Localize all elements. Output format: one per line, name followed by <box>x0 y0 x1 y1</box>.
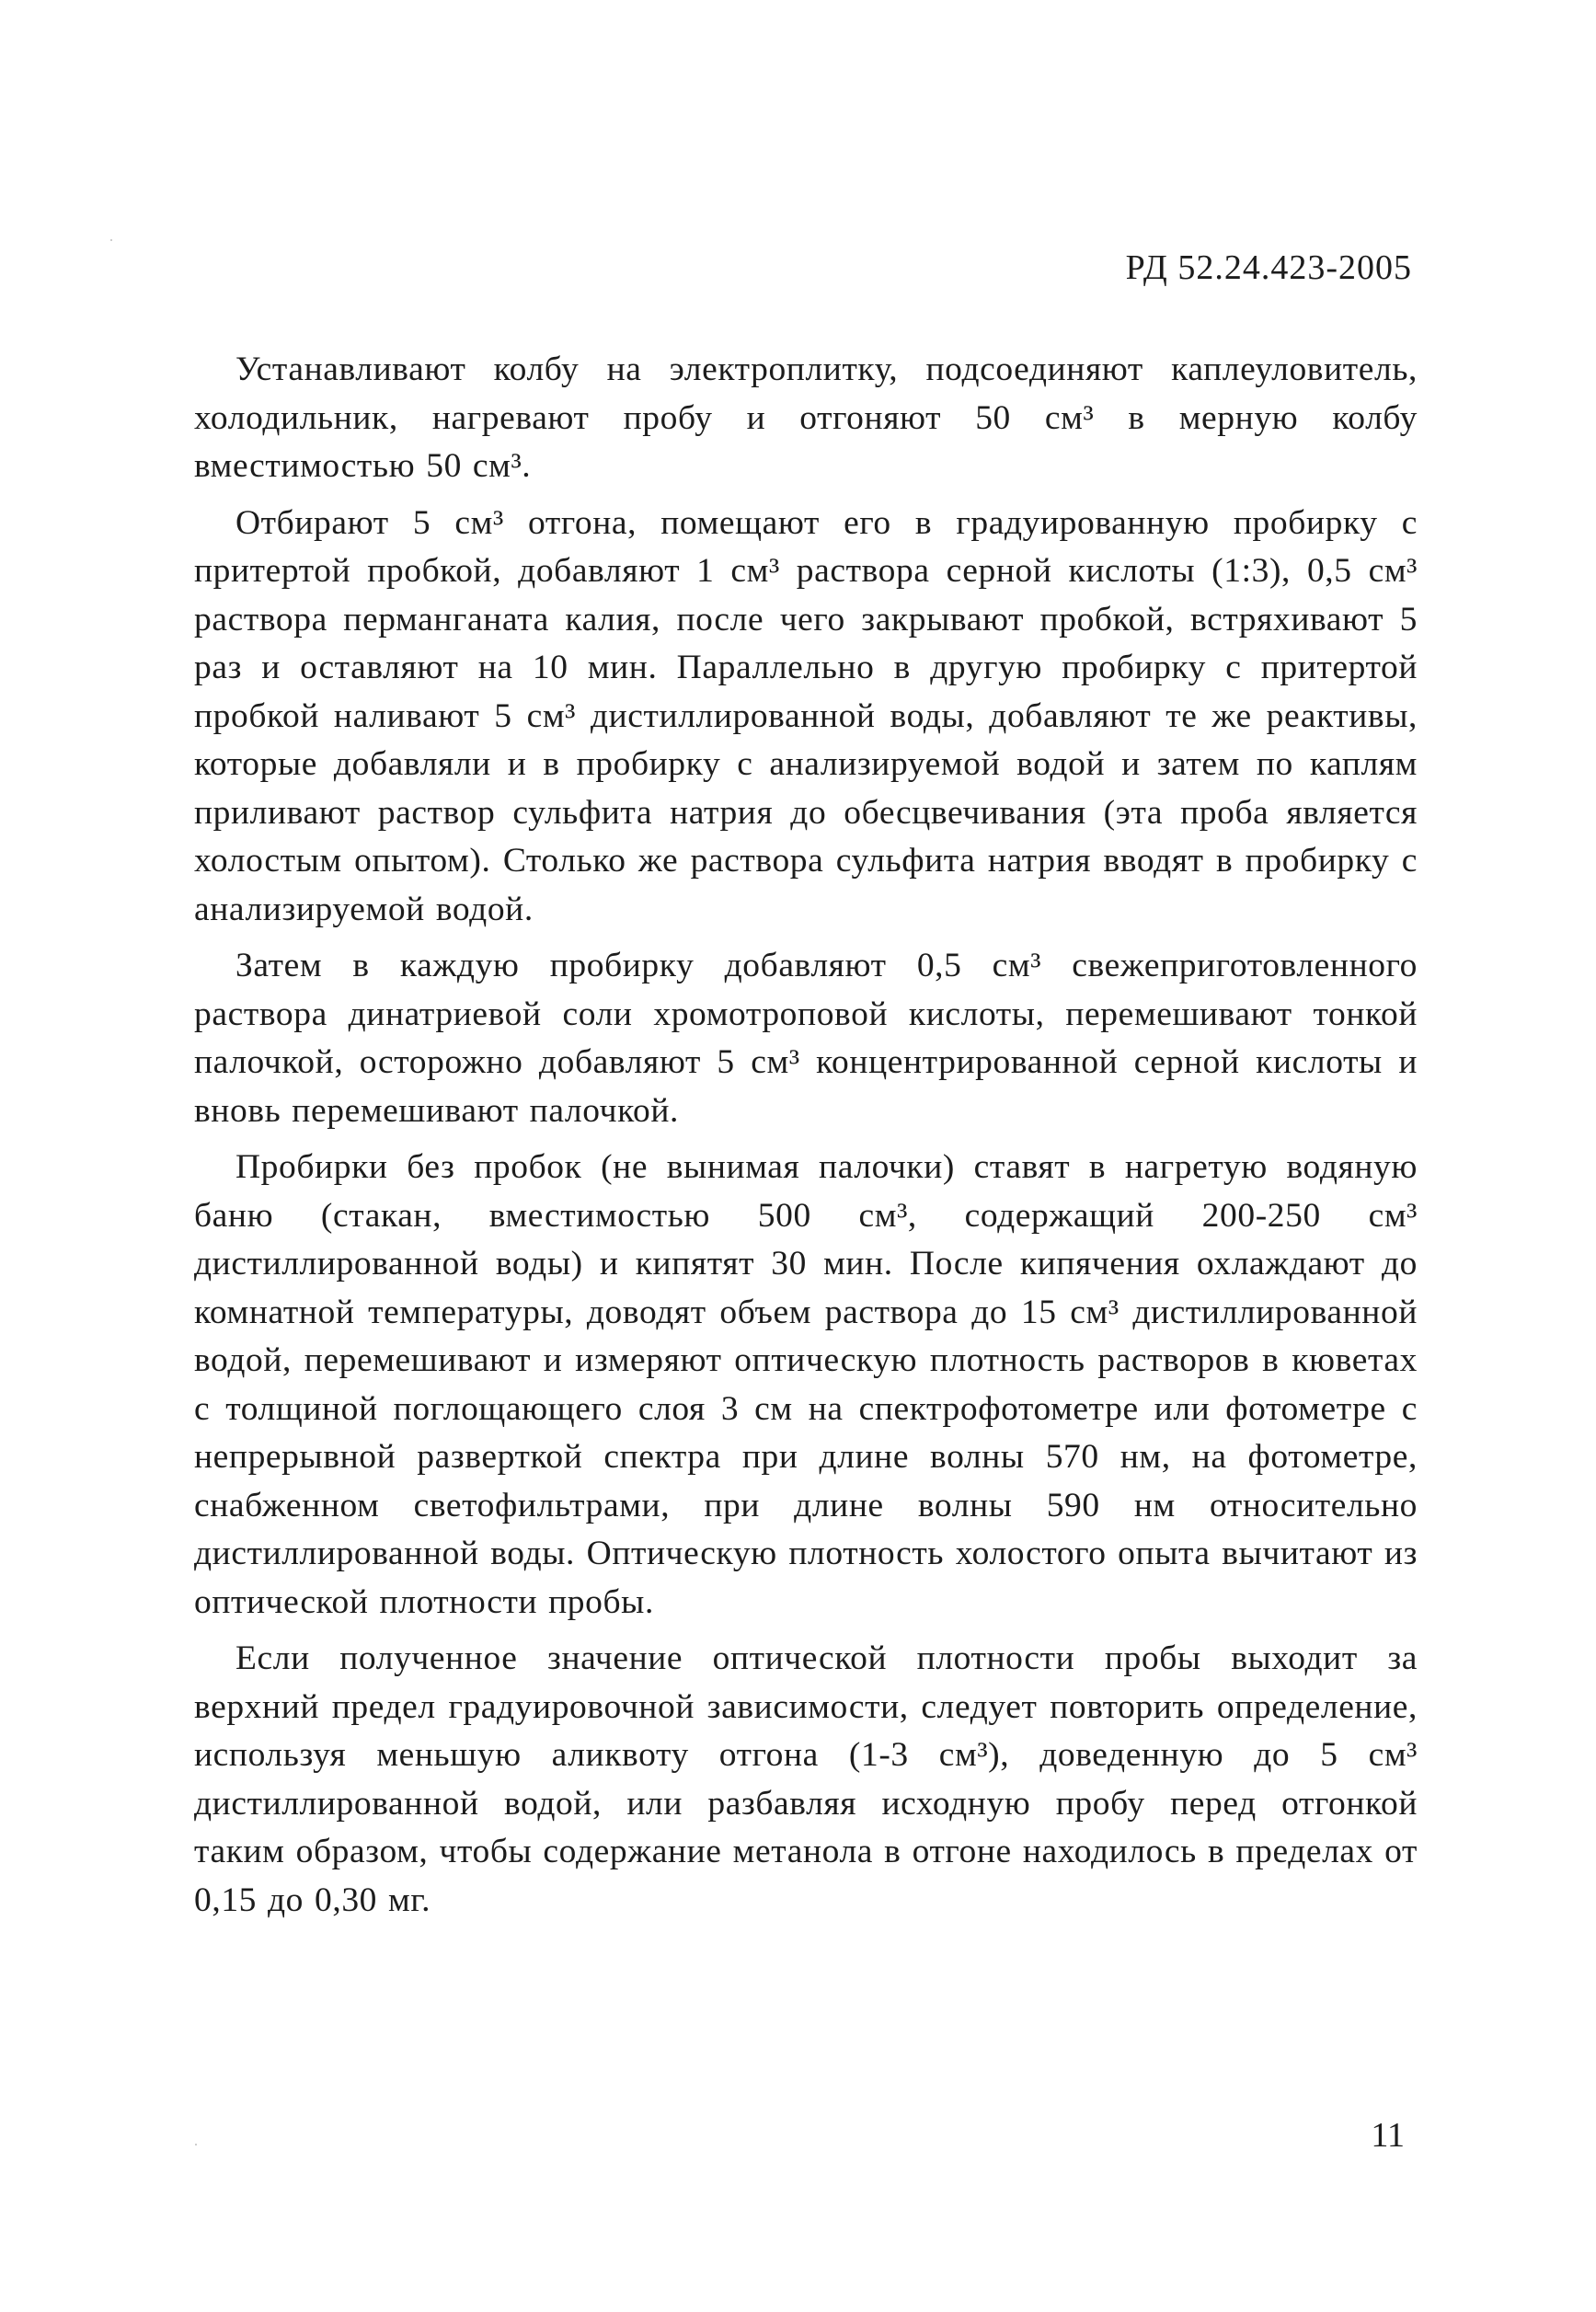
body-text <box>194 346 1418 1933</box>
paragraph-dilution: Если полученное значение оптической плотности пробы выходит за верхний предел градуировочной зависимости, следует повторить определение, используя меньшую аликвоту отгона (1-3 см³), доведенную до 5 см³ дистиллированной водой, или разбавляя исходную пробу перед отгонкой таким образом, чтобы содержание метанола в отгоне находилось в пределах от 0,15 до 0,30 мг. <box>194 1639 1418 1919</box>
paragraph-heating-measurement: Пробирки без пробок (не вынимая палочки) ставят в нагретую водяную баню (стакан, вместимостью 500 см³, содержащий 200-250 см³ дистиллированной воды) и кипятят 30 мин. После кипячения охлаждают до комнатной температуры, доводят объем раствора до 15 см³ дистиллированной водой, перемешивают и измеряют оптическую плотность растворов в кюветах с толщиной поглощающего слоя 3 см на спектрофотометре или фотометре с непрерывной разверткой спектра при длине волны 570 нм, на фотометре, снабженном светофильтрами, при длине волны 590 нм относительно дистиллированной воды. Оптическую плотность холостого опыта вычитают из оптической плотности пробы. <box>194 1148 1418 1621</box>
paragraph-oxidation: Отбирают 5 см³ отгона, помещают его в градуированную пробирку с притертой пробкой, добавляют 1 см³ раствора серной кислоты (1:3), 0,5 см³ раствора перманганата калия, после чего закрывают пробкой, встряхивают 5 раз и оставляют на 10 мин. Параллельно в другую пробирку с притертой пробкой наливают 5 см³ дистиллированной воды, добавляют те же реактивы, которые добавляли и в пробирку с анализируемой водой и затем по каплям приливают раствор сульфита натрия до обесцвечивания (эта проба является холостым опытом). Столько же раствора сульфита натрия вводят в пробирку с анализируемой водой. <box>194 503 1418 928</box>
paragraph-chromotropic-acid: Затем в каждую пробирку добавляют 0,5 см³ свежеприготовленного раствора динатриевой соли хромотроповой кислоты, перемешивают тонкой палочкой, осторожно добавляют 5 см³ концентрированной серной кислоты и вновь перемешивают палочкой. <box>194 947 1418 1130</box>
page-number: 11 <box>1371 2116 1405 2155</box>
scan-speck <box>110 239 112 241</box>
document-code: РД 52.24.423-2005 <box>1125 248 1412 287</box>
scan-speck <box>195 2144 197 2145</box>
paragraph-distillation: Устанавливают колбу на электроплитку, подсоединяют каплеуловитель, холодильник, нагревают пробу и отгоняют 50 см³ в мерную колбу вместимостью 50 см³. <box>194 351 1418 485</box>
